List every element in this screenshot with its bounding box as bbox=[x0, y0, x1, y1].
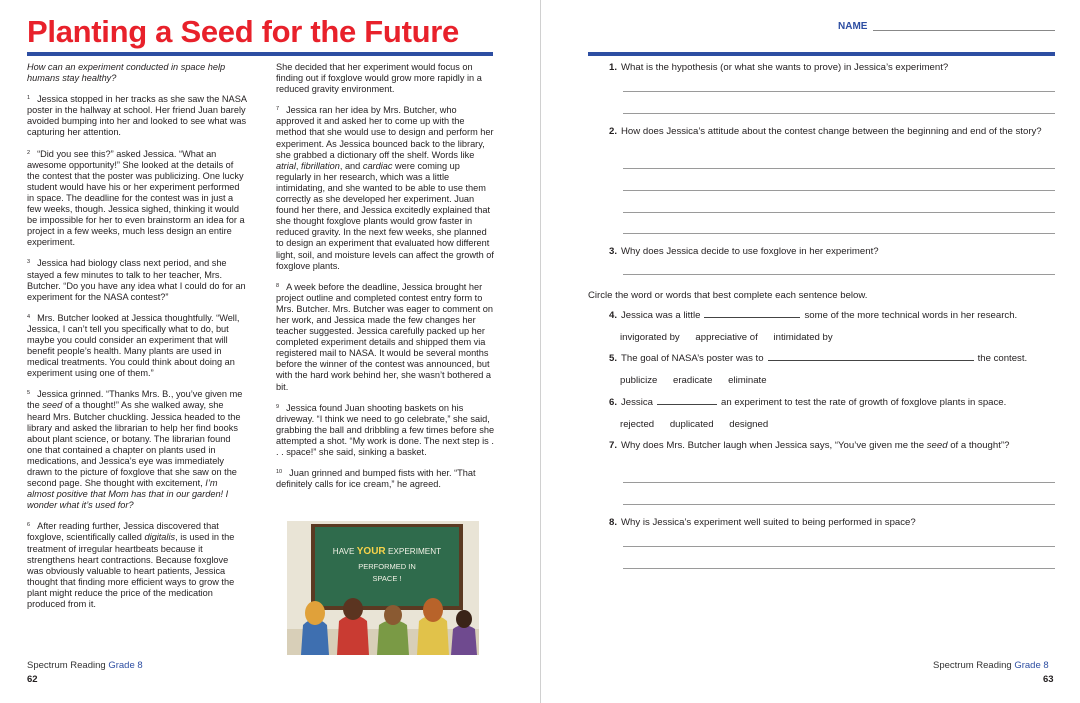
paragraph-5: $^5$ Jessica grinned. “Thanks Mrs. B., you’ve given me the seed of a thought!” As she walked away, she heard Mrs. Butcher chuckling. Jessica headed to the library and asked the librarian to help her find books about plant science, or botany. The librarian found one that contained a chapter on plants used in medications, and Jessica’s eye was immediately drawn to the picture of foxglove that she saw on the second page. She thought with excitement, I’m almost positive that Mom has that in our garden! I wonder what it’s used for? bbox=[27, 389, 243, 511]
right-page: NAME 1. What is the hypothesis (or what she wants to prove) in Jessica’s experiment? 2. How does Jessica’s attitude about the contest change between the beginning and end of the story? 3. Why does Jessica decide to use foxglove in her experiment? Circle the word or words that best complete each sentence below. 4. Jessica was a little some of the more technical words in her research. invigorated by appreciative of intimidated by 5. The goal of NASA’s poster was to the contest. publicize eradicate eliminate 6. Jessica an experiment to test the rate of growth of foxglove plants in space. rejected duplicated designed 7. Why does Mrs. Butcher laugh when Jessica says, “You’ve given me the seed of a thought”? 8. Why is Jessica’s experiment well suited to being performed in space? Spectrum Reading Grade 8 63 bbox=[541, 0, 1080, 703]
answer-line-8a[interactable] bbox=[623, 546, 1055, 547]
story-column-1 bbox=[27, 62, 247, 620]
paragraph-4: $^4$ Mrs. Butcher looked at Jessica thoughtfully. “Well, Jessica, I can’t tell you specifically what to do, but maybe you could consider an experiment that will benefit people’s health. Many plants are used in medical treatments. You could think about doing an experiment using one of them.” bbox=[27, 312, 240, 379]
choice-4-3[interactable]: intimidated by bbox=[773, 332, 833, 343]
paragraph-7: $^7$ Jessica ran her idea by Mrs. Butcher, who approved it and asked her to come up with the method that she would use to design and perform her experiment. As Jessica bounced back to the library, she grabbed a dictionary off the shelf. Words like atrial, fibrillation, and cardiac were coming up regularly in her research, which was a little intimidating, and she wanted to be able to use them correctly as she developed her experiment. Juan found her there, and Jessica excitedly explained that she thought foxglove plants would grow faster in reduced gravity. In the next few weeks, she planned to design an experiment that evaluated how different light, soil, and moisture levels can affect the growth of foxglove plants. bbox=[276, 105, 494, 271]
answer-line-1a[interactable] bbox=[623, 91, 1055, 92]
choice-6-2[interactable]: duplicated bbox=[669, 419, 714, 430]
answer-line-1b[interactable] bbox=[623, 113, 1055, 114]
answer-line-2a[interactable] bbox=[623, 168, 1055, 169]
paragraph-2: $^2$ “Did you see this?” asked Jessica. “What an awesome opportunity!” She looked at the details of the contest that the poster was publicizing. One lucky student would have his or her experiment performed in space. The deadline for the contest was in just a few weeks, though. Jessica sighed, thinking it would be impossible for her to even brainstorm an idea for a project in a few weeks, much less design an entire experiment. bbox=[27, 148, 245, 248]
blank-5[interactable] bbox=[768, 353, 974, 361]
answer-line-2b[interactable] bbox=[623, 190, 1055, 191]
chalkboard-text-2: PERFORMED IN bbox=[358, 562, 416, 571]
title-rule bbox=[27, 52, 493, 56]
choices-5 bbox=[620, 375, 780, 386]
paragraph-1: $^1$ Jessica stopped in her tracks as she saw the NASA poster in the hallway at school. Her friend Juan barely avoided bumping into her and looked to see what was capturing her attention. bbox=[27, 94, 247, 138]
answer-line-7b[interactable] bbox=[623, 504, 1055, 505]
answer-line-8b[interactable] bbox=[623, 568, 1055, 569]
page-number-left: 62 bbox=[27, 674, 38, 685]
choices-6 bbox=[620, 419, 781, 430]
choice-5-2[interactable]: eradicate bbox=[673, 375, 713, 386]
paragraph-3: $^3$ Jessica had biology class next period, and she stayed a few minutes to talk to her teacher, Mrs. Butcher. “Do you have any idea what I could do for an experiment for the NASA contest?” bbox=[27, 258, 246, 302]
footer-book-title: Spectrum Reading Grade 8 bbox=[27, 660, 143, 671]
blank-4[interactable] bbox=[704, 310, 800, 318]
choice-4-1[interactable]: invigorated by bbox=[620, 332, 680, 343]
paragraph-10: $^{10}$ Juan grinned and bumped fists with her. “That definitely calls for ice cream,” he agreed. bbox=[276, 468, 476, 490]
page-number-right: 63 bbox=[1043, 674, 1054, 685]
story-title: Planting a Seed for the Future bbox=[27, 14, 459, 49]
chalkboard-text-3: SPACE ! bbox=[372, 574, 402, 583]
answer-line-2c[interactable] bbox=[623, 212, 1055, 213]
blank-6[interactable] bbox=[657, 397, 717, 405]
choice-5-1[interactable]: publicize bbox=[620, 375, 658, 386]
header-rule bbox=[588, 52, 1055, 56]
choice-4-2[interactable]: appreciative of bbox=[695, 332, 758, 343]
story-intro: How can an experiment conducted in space help humans stay healthy? bbox=[27, 62, 226, 84]
chalkboard-text-1: HAVE YOUR EXPERIMENT bbox=[332, 546, 442, 557]
paragraph-9: $^9$ Jessica found Juan shooting baskets on his driveway. “I think we need to go celebrate,” she said, grabbing the ball and dribbling a few times before she attempted a shot. “My work is done. The next step is . . . space!” she said, sinking a basket. bbox=[276, 402, 495, 457]
classroom-illustration bbox=[287, 521, 479, 655]
choices-4 bbox=[620, 332, 846, 343]
name-label: NAME bbox=[838, 21, 868, 32]
paragraph-8: $^8$ A week before the deadline, Jessica brought her project outline and completed contest entry form to Mrs. Butcher. Mrs. Butcher was eager to comment on her work, and Jessica made the few changes her teacher suggested. Jessica carefully packed up her completed experiment details and shipped them via registered mail to NASA. It would be several months before the winner of the contest was announced, but with the hard work behind her, she wasn’t bothered a bit. bbox=[276, 281, 494, 392]
choice-6-3[interactable]: designed bbox=[729, 419, 769, 430]
circle-instruction: Circle the word or words that best complete each sentence below. bbox=[588, 290, 868, 301]
answer-line-2d[interactable] bbox=[623, 233, 1055, 234]
choice-6-1[interactable]: rejected bbox=[620, 419, 655, 430]
paragraph-6-cont: She decided that her experiment would focus on finding out if foxglove would grow more rapidly in a reduced gravity environment. bbox=[276, 62, 482, 95]
story-column-2 bbox=[276, 62, 496, 500]
name-field-line[interactable] bbox=[873, 30, 1055, 31]
paragraph-6: $^6$ After reading further, Jessica discovered that foxglove, scientifically called digitalis, is used in the treatment of irregular heartbeats because it strengthens heart contractions. Because foxglove was obviously valuable to heart patients, Jessica thought that finding more efficient ways to grow the plant might reduce the price of the medication produced from it. bbox=[27, 521, 235, 610]
footer-book-title-right: Spectrum Reading Grade 8 bbox=[933, 660, 1049, 671]
choice-5-3[interactable]: eliminate bbox=[728, 375, 767, 386]
answer-line-7a[interactable] bbox=[623, 482, 1055, 483]
answer-line-3a[interactable] bbox=[623, 274, 1055, 275]
